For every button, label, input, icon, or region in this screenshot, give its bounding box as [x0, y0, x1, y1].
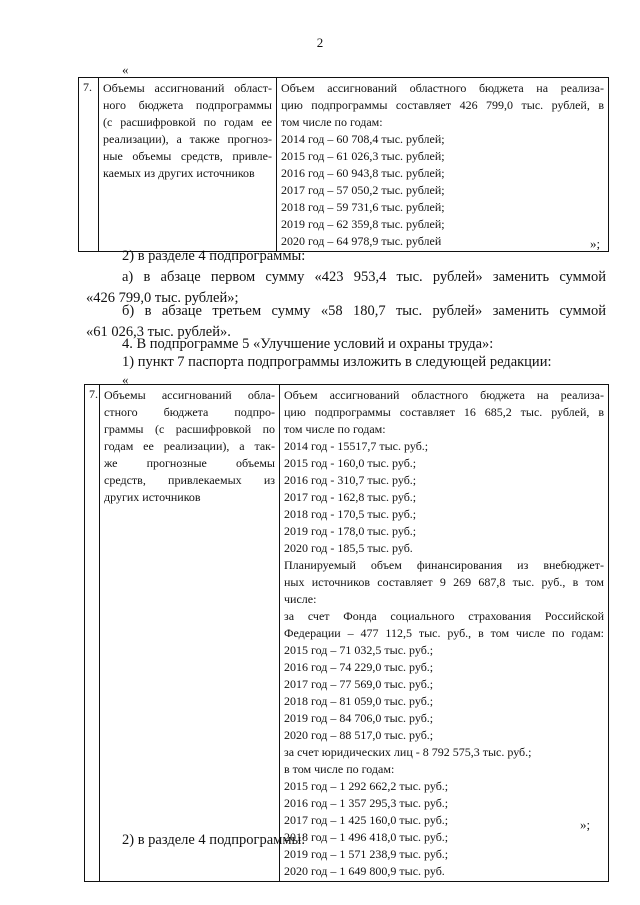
paragraph: «426 799,0 тыс. рублей»; [86, 290, 239, 306]
cell-line: 2015 год - 160,0 тыс. руб.; [284, 456, 417, 470]
cell-line: за счет Фонда социального страхования Российской [284, 609, 604, 623]
left-cell [100, 385, 280, 882]
cell-line: 2017 год – 77 569,0 тыс. руб.; [284, 677, 434, 691]
cell-line: каемых из других источников [103, 166, 255, 180]
cell-line: 2017 год – 1 425 160,0 тыс. руб.; [284, 813, 449, 827]
close-quote-2: »; [580, 817, 591, 832]
cell-line: цию подпрограммы составляет 426 799,0 тыс. рублей, в [281, 98, 604, 112]
passport-table-2 [84, 384, 609, 882]
cell-line: реализации), а также прогноз- [103, 132, 272, 146]
cell-line: том числе по годам: [281, 115, 383, 129]
cell-line: 2019 год – 1 571 238,9 тыс. руб.; [284, 847, 449, 861]
cell-line: Объем ассигнований областного бюджета на реализа- [281, 81, 604, 95]
cell-line: Федерации – 477 112,5 тыс. руб., в том числе по годам: [284, 626, 604, 640]
cell-line: других источников [104, 490, 201, 504]
cell-line: ного бюджета подпрограммы [103, 98, 272, 112]
cell-line: числе: [284, 592, 317, 606]
open-quote-2: « [122, 372, 129, 387]
paragraph: 2) в разделе 4 подпрограммы: [122, 832, 306, 848]
cell-line: 2014 год – 60 708,4 тыс. рублей; [281, 132, 445, 146]
cell-line: 2020 год – 64 978,9 тыс. рублей [281, 234, 442, 248]
left-cell [99, 78, 277, 252]
cell-line: же прогнозные объемы [104, 456, 275, 470]
open-quote-1: « [122, 62, 129, 77]
cell-line: 2018 год – 1 496 418,0 тыс. руб.; [284, 830, 449, 844]
cell-line: 2018 год – 59 731,6 тыс. рублей; [281, 200, 445, 214]
cell-line: Объем ассигнований областного бюджета на реализа- [284, 388, 604, 402]
close-quote-1: »; [590, 236, 601, 251]
right-cell [277, 78, 609, 252]
cell-line: 2018 год - 170,5 тыс. руб.; [284, 507, 417, 521]
row-number: 7. [85, 385, 100, 882]
cell-line: цию подпрограммы составляет 16 685,2 тыс. рублей, в [284, 405, 604, 419]
cell-line: граммы (с расшифровкой по [104, 422, 275, 436]
table-row [79, 78, 609, 252]
cell-line: 2019 год - 178,0 тыс. руб.; [284, 524, 417, 538]
cell-line: ные объемы средств, привле- [103, 149, 272, 163]
cell-line: Планируемый объем финансирования из внебюджет- [284, 558, 604, 572]
cell-line: 2015 год – 61 026,3 тыс. рублей; [281, 149, 445, 163]
cell-line: средств, привлекаемых из [104, 473, 275, 487]
paragraph: 2) в разделе 4 подпрограммы: [122, 248, 306, 264]
cell-line: годам ее реализации), а так- [104, 439, 275, 453]
cell-line: 2016 год – 60 943,8 тыс. рублей; [281, 166, 445, 180]
paragraph: а) в абзаце первом сумму «423 953,4 тыс. рублей» заменить суммой [122, 269, 606, 285]
cell-line: ных источников составляет 9 269 687,8 тыс. руб., в том [284, 575, 604, 589]
right-cell [280, 385, 609, 882]
page-number: 2 [316, 35, 324, 50]
cell-line: 2016 год - 310,7 тыс. руб.; [284, 473, 417, 487]
cell-line: 2017 год - 162,8 тыс. руб.; [284, 490, 417, 504]
cell-line: (с расшифровкой по годам ее [103, 115, 272, 129]
cell-line: Объемы ассигнований обла- [104, 388, 275, 402]
cell-line: 2020 год – 88 517,0 тыс. руб.; [284, 728, 434, 742]
cell-line: в том числе по годам: [284, 762, 395, 776]
table-row [85, 385, 609, 882]
cell-line: 2015 год – 71 032,5 тыс. руб.; [284, 643, 434, 657]
cell-line: 2019 год – 84 706,0 тыс. руб.; [284, 711, 434, 725]
cell-line: том числе по годам: [284, 422, 386, 436]
row-number: 7. [79, 78, 99, 252]
paragraph: 4. В подпрограмме 5 «Улучшение условий и охраны труда»: [122, 336, 494, 352]
paragraph: 1) пункт 7 паспорта подпрограммы изложить в следующей редакции: [122, 354, 552, 370]
cell-line: 2016 год – 1 357 295,3 тыс. руб.; [284, 796, 449, 810]
cell-line: за счет юридических лиц - 8 792 575,3 тыс. руб.; [284, 745, 532, 759]
cell-line: 2020 год – 1 649 800,9 тыс. руб. [284, 864, 445, 878]
cell-line: 2017 год – 57 050,2 тыс. рублей; [281, 183, 445, 197]
cell-line: 2020 год - 185,5 тыс. руб. [284, 541, 413, 555]
paragraph: б) в абзаце третьем сумму «58 180,7 тыс. рублей» заменить суммой [122, 303, 606, 319]
paragraph: «61 026,3 тыс. рублей». [86, 324, 231, 340]
cell-line: 2014 год - 15517,7 тыс. руб.; [284, 439, 429, 453]
passport-table-1 [78, 77, 609, 252]
cell-line: 2018 год – 81 059,0 тыс. руб.; [284, 694, 434, 708]
cell-line: 2016 год – 74 229,0 тыс. руб.; [284, 660, 434, 674]
cell-line: 2015 год – 1 292 662,2 тыс. руб.; [284, 779, 449, 793]
cell-line: стного бюджета подпро- [104, 405, 275, 419]
cell-line: Объемы ассигнований област- [103, 81, 272, 95]
cell-line: 2019 год – 62 359,8 тыс. рублей; [281, 217, 445, 231]
